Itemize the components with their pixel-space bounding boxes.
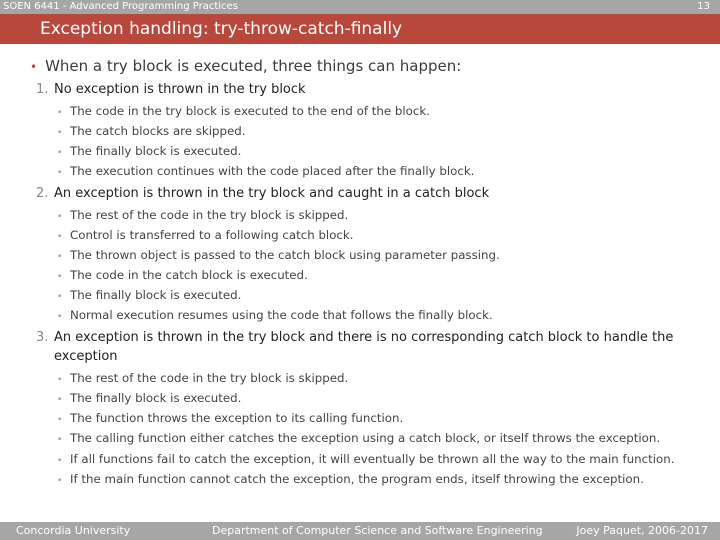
list-item — [57, 371, 348, 385]
list-item-text: The execution continues with the code placed after the finally block. — [70, 164, 475, 178]
list-item — [57, 104, 430, 118]
list-item — [57, 411, 403, 425]
list-item-text: The finally block is executed. — [70, 391, 242, 405]
bullet-icon: • — [57, 435, 63, 445]
slide-title: Exception handling: try-throw-catch-finally — [40, 19, 403, 39]
list-item — [57, 144, 241, 158]
list-item — [57, 228, 354, 242]
list-item — [57, 164, 474, 178]
bullet-icon: • — [57, 292, 63, 302]
list-item-text: If all functions fail to catch the exception, it will eventually be thrown all the way to the main function. — [70, 452, 675, 466]
list-item-text: The calling function either catches the exception using a catch block, or itself throws the exception. — [70, 431, 661, 445]
list-item — [57, 431, 660, 445]
bullet-icon: • — [57, 375, 63, 385]
case-2-heading — [36, 186, 489, 201]
list-item-text: The catch blocks are skipped. — [70, 124, 246, 138]
list-item-text: The function throws the exception to its calling function. — [70, 411, 404, 425]
list-item — [57, 452, 674, 466]
case-heading-text: No exception is thrown in the try block — [54, 82, 306, 97]
bullet-icon: • — [57, 212, 63, 222]
case-heading-text-line2: exception — [54, 349, 118, 364]
case-3-heading-continued — [36, 349, 118, 364]
intro-text: When a try block is executed, three things can happen: — [45, 57, 462, 75]
list-item-text: The rest of the code in the try block is skipped. — [70, 371, 349, 385]
case-number: 2. — [36, 186, 49, 201]
intro-line — [30, 57, 461, 75]
case-number: 3. — [36, 330, 49, 345]
list-item-text: The thrown object is passed to the catch block using parameter passing. — [70, 248, 500, 262]
list-item-text: The finally block is executed. — [70, 288, 242, 302]
footer-bar — [0, 522, 720, 540]
list-item-text: The code in the try block is executed to the end of the block. — [70, 104, 430, 118]
case-1-heading — [36, 82, 306, 97]
bullet-icon: • — [57, 148, 63, 158]
footer-author: Joey Paquet, 2006-2017 — [576, 524, 708, 537]
course-title: SOEN 6441 - Advanced Programming Practices — [3, 1, 238, 12]
footer-department: Department of Computer Science and Software Engineering — [212, 524, 543, 537]
list-item — [57, 248, 500, 262]
list-item-text: Normal execution resumes using the code that follows the finally block. — [70, 308, 493, 322]
list-item-text: Control is transferred to a following catch block. — [70, 228, 354, 242]
bullet-icon: • — [57, 168, 63, 178]
bullet-icon: • — [57, 108, 63, 118]
list-item-text: If the main function cannot catch the exception, the program ends, itself throwing the exception. — [70, 472, 644, 486]
footer-university: Concordia University — [16, 524, 131, 537]
case-heading-text-line1: An exception is thrown in the try block and there is no corresponding catch block to handle the — [54, 330, 674, 345]
page-number: 13 — [697, 1, 710, 12]
list-item-text: The rest of the code in the try block is skipped. — [70, 208, 349, 222]
list-item — [57, 308, 493, 322]
case-3-heading — [36, 330, 673, 345]
bullet-icon: • — [57, 415, 63, 425]
list-item-text: The code in the catch block is executed. — [70, 268, 308, 282]
bullet-icon: • — [57, 128, 63, 138]
bullet-icon: • — [57, 232, 63, 242]
list-item — [57, 391, 241, 405]
case-number: 1. — [36, 82, 49, 97]
list-item — [57, 268, 308, 282]
case-heading-text: An exception is thrown in the try block and caught in a catch block — [54, 186, 490, 201]
bullet-icon: • — [57, 252, 63, 262]
bullet-icon: • — [57, 272, 63, 282]
bullet-icon: • — [57, 476, 63, 486]
list-item-text: The finally block is executed. — [70, 144, 242, 158]
list-item — [57, 124, 246, 138]
list-item — [57, 208, 348, 222]
bullet-icon: • — [57, 312, 63, 322]
list-item — [57, 288, 241, 302]
bullet-icon: • — [57, 395, 63, 405]
bullet-icon: • — [30, 60, 38, 74]
list-item — [57, 472, 644, 486]
bullet-icon: • — [57, 456, 63, 466]
